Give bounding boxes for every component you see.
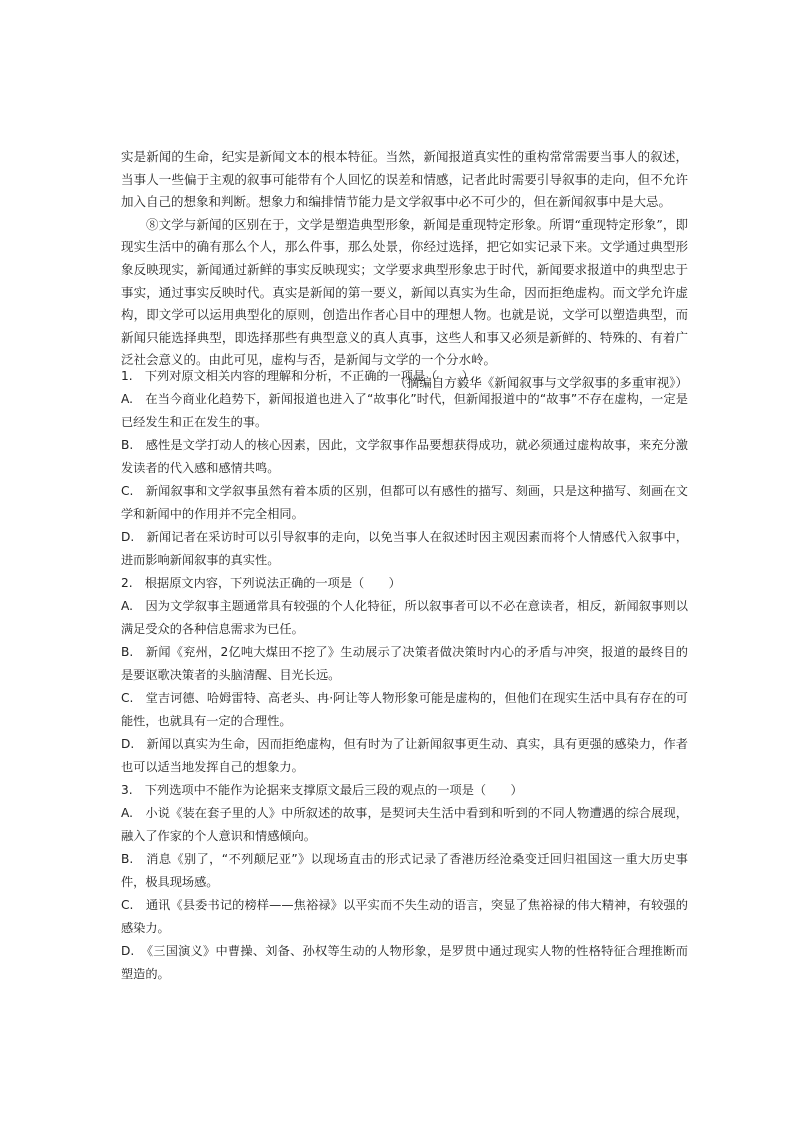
question-1-option-c: C. 新闻叙事和文学叙事虽然有着本质的区别，但都可以有感性的描写、刻画，只是这种描写、刻画在文学和新闻中的作用并不完全相同。 (121, 484, 688, 521)
question-2-option-c: C. 堂吉诃德、哈姆雷特、高老头、冉·阿让等人物形象可能是虚构的，但他们在现实生活中具有存在的可能性，也就具有一定的合理性。 (121, 691, 688, 728)
question-2-stem: 2. 根据原文内容，下列说法正确的一项是（ ） (121, 576, 401, 590)
passage-paragraph-1: 实是新闻的生命，纪实是新闻文本的根本特征。当然，新闻报道真实性的重构常常需要当事人的叙述，当事人一些偏于主观的叙事可能带有个人回忆的误差和情感，记者此时需要引导叙事的走向，但不允许加入自己的想象和判断。想象力和编排情节能力是文学叙事中必不可少的，但在新闻叙事中是大忌。 (121, 149, 688, 210)
question-3-option-b: B. 消息《别了，“不列颠尼亚”》以现场直击的形式记录了香港历经沧桑变迁回归祖国这一重大历史事件，极具现场感。 (121, 852, 688, 889)
question-2-option-b: B. 新闻《兖州，2亿吨大煤田不挖了》生动展示了决策者做决策时内心的矛盾与冲突，报道的最终目的是要讴歌决策者的头脑清醒、目光长远。 (121, 645, 688, 682)
question-1-stem: 1. 下列对原文相关内容的理解和分析，不正确的一项是（ ） (121, 369, 474, 383)
question-3-option-c: C. 通讯《县委书记的榜样——焦裕禄》以平实而不失生动的语言，突显了焦裕禄的伟大精神，有较强的感染力。 (121, 898, 688, 935)
question-2-option-a: A. 因为文学叙事主题通常具有较强的个人化特征，所以叙事者可以不必在意读者，相反，新闻叙事则以满足受众的各种信息需求为已任。 (121, 599, 688, 636)
question-1-option-b: B. 感性是文学打动人的核心因素，因此，文学叙事作品要想获得成功，就必须通过虚构故事，来充分激发读者的代入感和感情共鸣。 (121, 438, 688, 475)
passage-paragraph-2: ⑧文学与新闻的区别在于，文学是塑造典型形象，新闻是重现特定形象。所谓“重现特定形象”，即现实生活中的确有那么个人，那么件事，那么处景，你经过选择，把它如实记录下来。文学通过典型形象反映现实，新闻通过新鲜的事实反映现实；文学要求典型形象忠于时代，新闻要求报道中的典型忠于事实，通过事实反映时代。真实是新闻的第一要义，新闻以真实为生命，因而拒绝虚构。而文学允许虚构，即文学可以运用典型化的原则，创造出作者心目中的理想人物。也就是说，文学可以塑造典型，而新闻只能选择典型，即选择那些有典型意义的真人真事，这些人和事又必须是新鲜的、特殊的、有着广泛社会意义的。由此可见，虚构与否，是新闻与文学的一个分水岭。 (121, 216, 688, 368)
passage-source: （摘编自方毅华《新闻叙事与文学叙事的多重审视》） (394, 374, 688, 390)
question-3-option-d: D. 《三国演义》中曹操、刘备、孙权等生动的人物形象，是罗贯中通过现实人物的性格特征合理推断而塑造的。 (121, 944, 688, 981)
question-list (121, 365, 688, 986)
question-1-option-d: D. 新闻记者在采访时可以引导叙事的走向，以免当事人在叙述时因主观因素而将个人情感代入叙事中，进而影响新闻叙事的真实性。 (121, 530, 688, 567)
question-3-option-a: A. 小说《装在套子里的人》中所叙述的故事，是契诃夫生活中看到和听到的不同人物遭遇的综合展现，融入了作家的个人意识和情感倾向。 (121, 806, 688, 843)
reading-passage (121, 146, 688, 395)
question-3-stem: 3. 下列选项中不能作为论据来支撑原文最后三段的观点的一项是（ ） (121, 783, 523, 797)
question-2-option-d: D. 新闻以真实为生命，因而拒绝虚构，但有时为了让新闻叙事更生动、真实，具有更强的感染力，作者也可以适当地发挥自己的想象力。 (121, 737, 688, 774)
question-1-option-a: A. 在当今商业化趋势下，新闻报道也进入了“故事化”时代，但新闻报道中的“故事”不存在虚构，一定是已经发生和正在发生的事。 (121, 392, 688, 429)
